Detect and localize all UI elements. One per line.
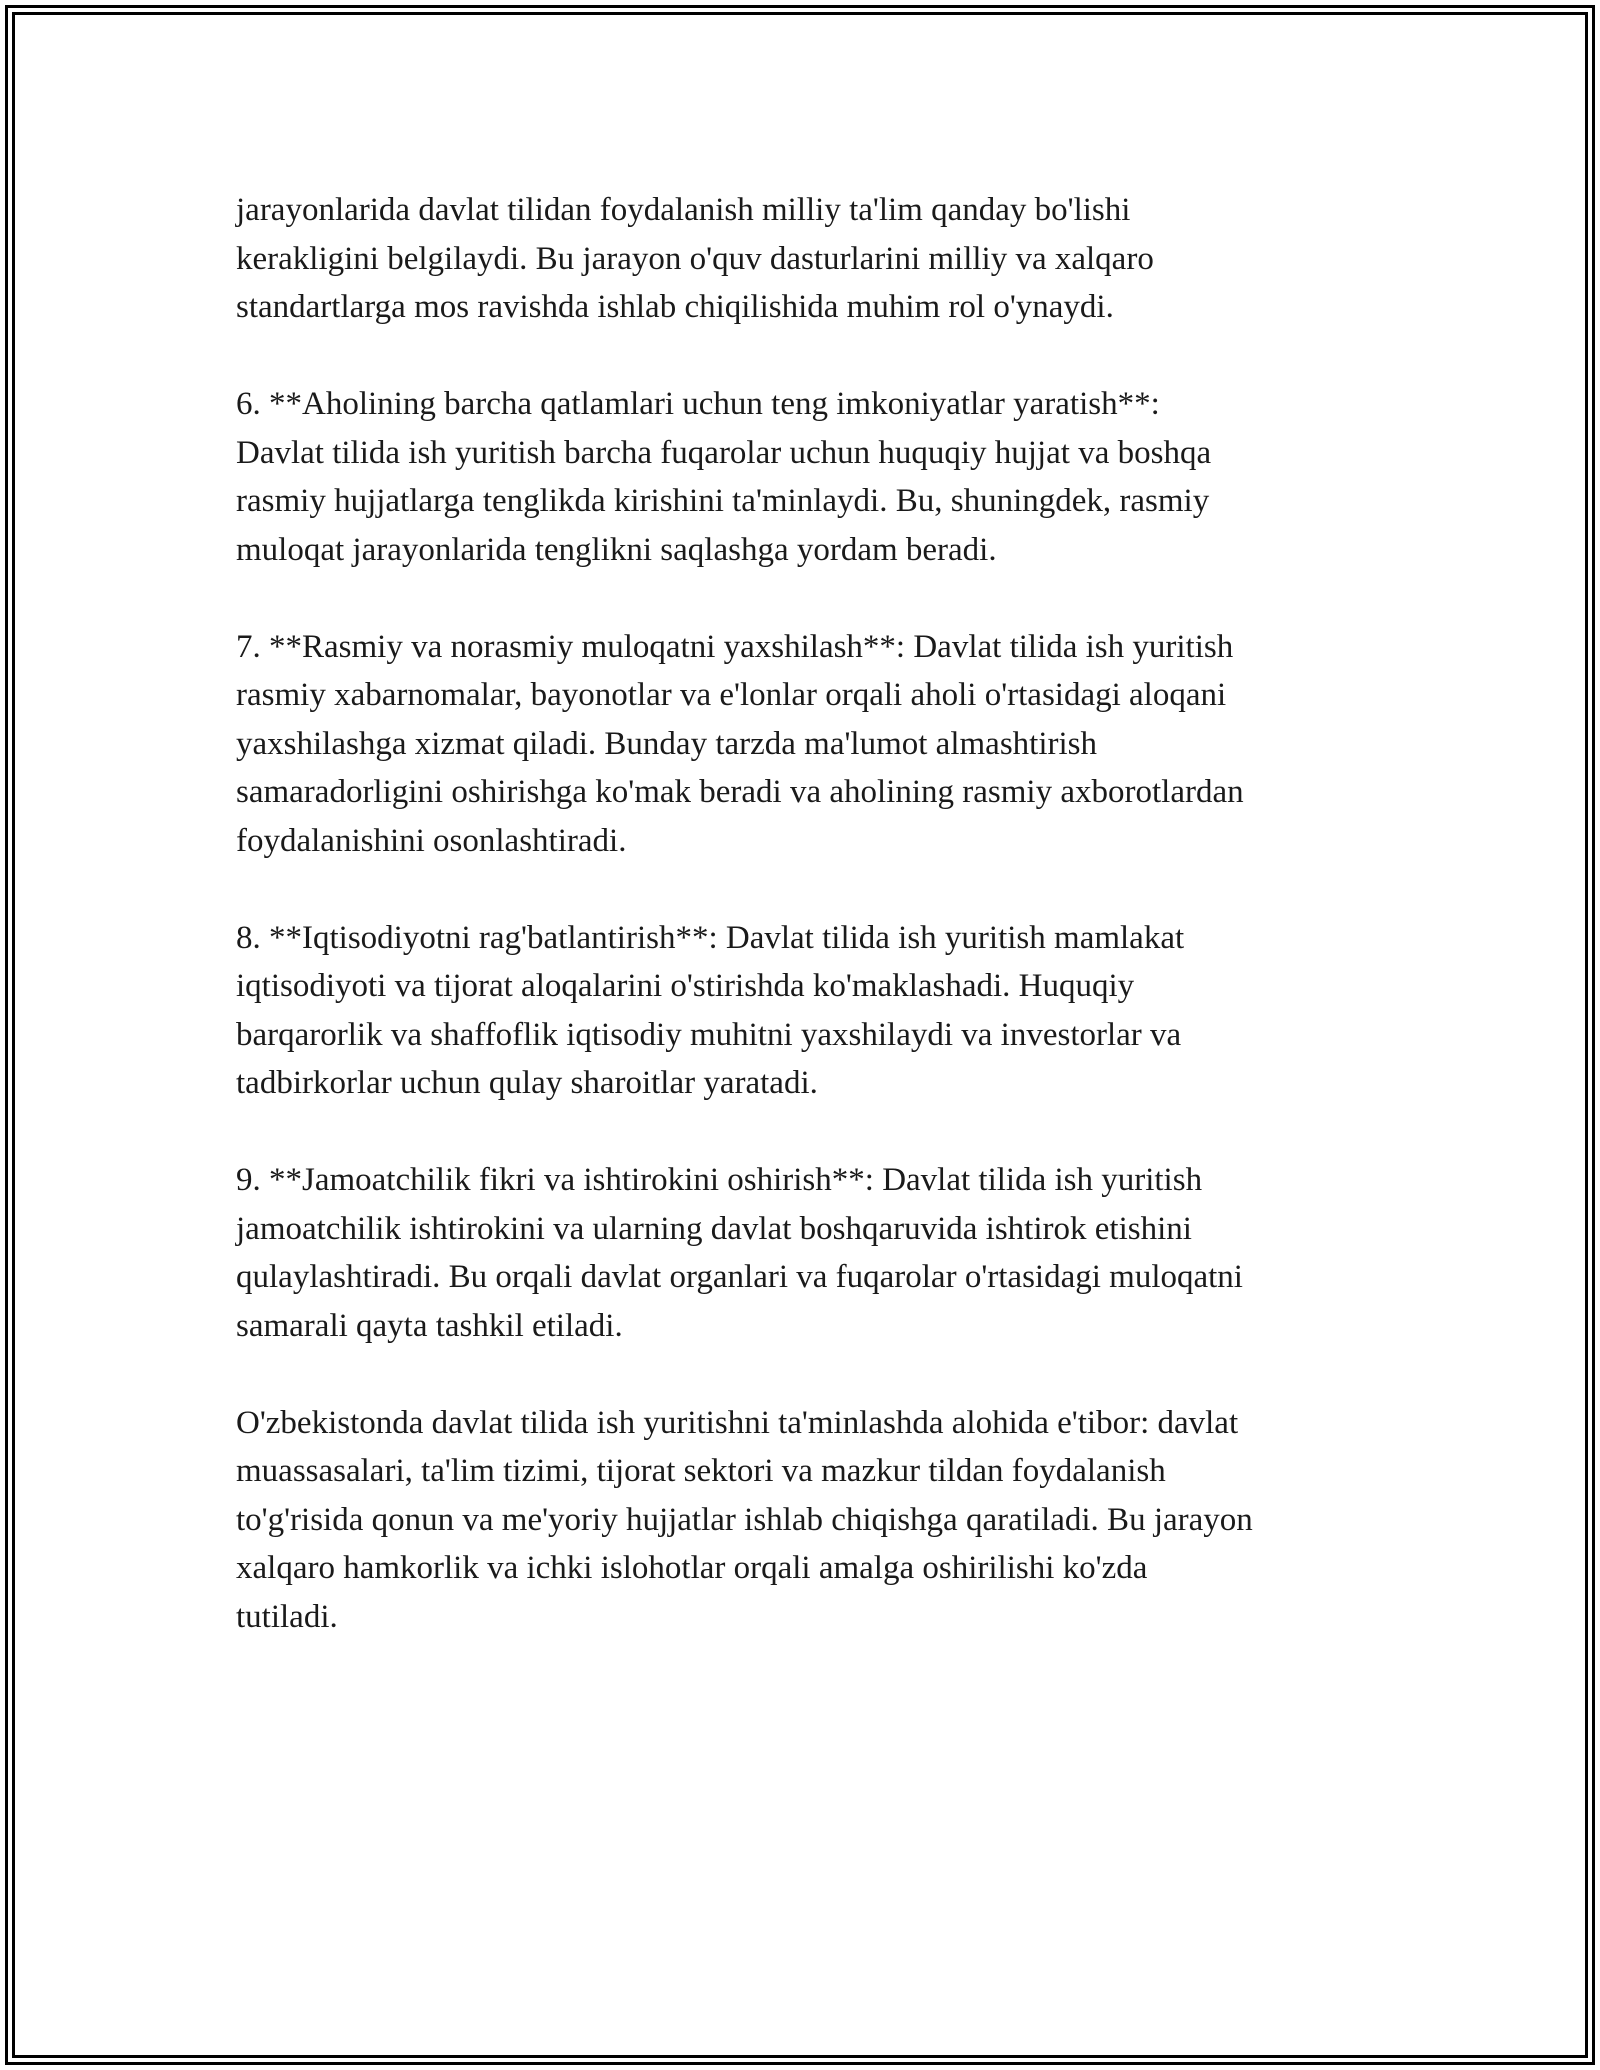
paragraph-conclusion: O'zbekistonda davlat tilida ish yuritishni ta'minlashda alohida e'tibor: davlat muassasalari, ta'lim tizimi, tijorat sektori va mazkur tildan foydalanish to'g'risida qonun va me'yoriy hujjatlar ishlab chiqishga qaratiladi. Bu jarayon xalqaro hamkorlik va ichki islohotlar orqali amalga oshirilishi ko'zda tutiladi. bbox=[236, 1404, 1253, 1635]
paragraph-item-8: 8. **Iqtisodiyotni rag'batlantirish**: Davlat tilida ish yuritish mamlakat iqtisodiyoti va tijorat aloqalarini o'stirishda ko'maklashadi. Huquqiy barqarorlik va shaffoflik iqtisodiy muhitni yaxshilaydi va investorlar va tadbirkorlar uchun qulay sharoitlar yaratadi. bbox=[236, 919, 1185, 1101]
paragraph-continuation: jarayonlarida davlat tilidan foydalanish milliy ta'lim qanday bo'lishi kerakligini belgilaydi. Bu jarayon o'quv dasturlarini milliy va xalqaro standartlarga mos ravishda ishlab chiqilishida muhim rol o'ynaydi. bbox=[236, 192, 1154, 325]
paragraph-item-7: 7. **Rasmiy va norasmiy muloqatni yaxshilash**: Davlat tilida ish yuritish rasmiy xabarnomalar, bayonotlar va e'lonlar orqali aholi o'rtasidagi aloqani yaxshilashga xizmat qiladi. Bunday tarzda ma'lumot almashtirish samaradorligini oshirishga ko'mak beradi va aholining rasmiy axborotlardan foydalanishini osonlashtiradi. bbox=[236, 628, 1244, 859]
document-body bbox=[236, 186, 1386, 1641]
paragraph-item-6: 6. **Aholining barcha qatlamlari uchun teng imkoniyatlar yaratish**: Davlat tilida ish yuritish barcha fuqarolar uchun huquqiy hujjat va boshqa rasmiy hujjatlarga tenglikda kirishini ta'minlaydi. Bu, shuningdek, rasmiy muloqat jarayonlarida tenglikni saqlashga yordam beradi. bbox=[236, 386, 1212, 568]
paragraph-item-9: 9. **Jamoatchilik fikri va ishtirokini oshirish**: Davlat tilida ish yuritish jamoatchilik ishtirokini va ularning davlat boshqaruvida ishtirok etishini qulaylashtiradi. Bu orqali davlat organlari va fuqarolar o'rtasidagi muloqatni samarali qayta tashkil etiladi. bbox=[236, 1162, 1243, 1344]
